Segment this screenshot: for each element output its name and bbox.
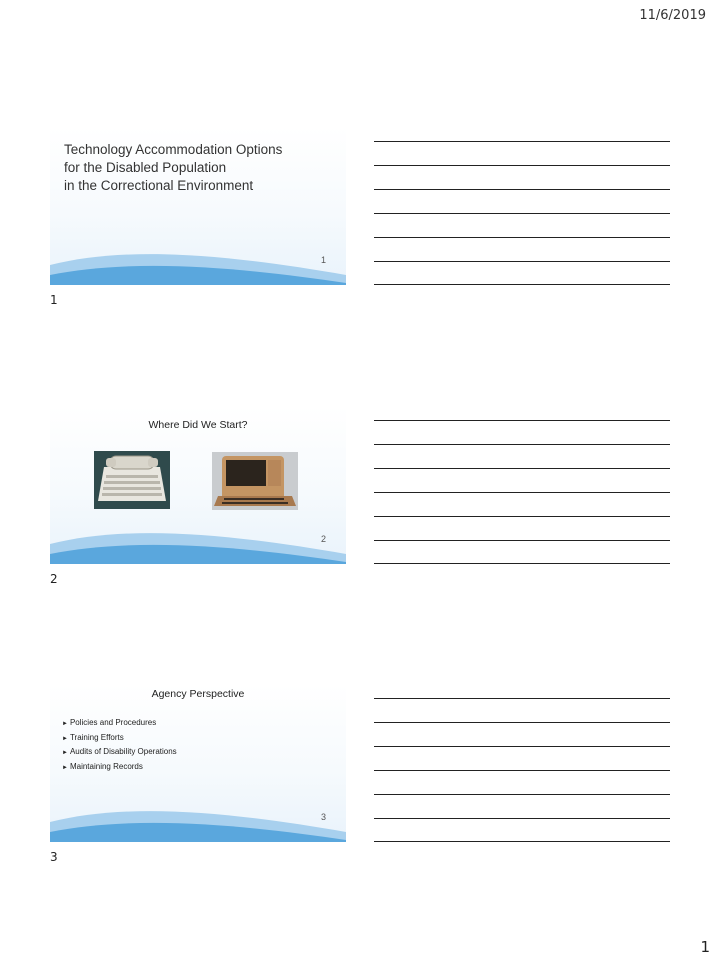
bullet-item <box>62 731 177 746</box>
page-header-date: 11/6/2019 <box>639 8 706 23</box>
bullet-text: Policies and Procedures <box>69 718 157 727</box>
slide-title-line: for the Disabled Population <box>64 160 227 175</box>
note-line <box>374 770 670 771</box>
slide-title-line: Technology Accommodation Options <box>64 142 283 157</box>
note-line <box>374 189 670 190</box>
bullet-arrow-icon: ► <box>62 750 68 756</box>
note-line <box>374 540 670 541</box>
bullet-arrow-icon: ► <box>62 721 68 727</box>
slide-label: 3 <box>50 850 58 864</box>
slide-thumbnail-1 <box>50 127 346 285</box>
slide-title: Agency Perspective <box>151 688 245 700</box>
note-line <box>374 722 670 723</box>
note-line <box>374 261 670 262</box>
bullet-item <box>62 716 177 731</box>
bullet-item <box>62 745 177 760</box>
note-line <box>374 237 670 238</box>
slide-wave-decoration <box>50 504 346 564</box>
note-line <box>374 841 670 842</box>
bullet-item <box>62 760 177 775</box>
slide-title: Where Did We Start? <box>148 419 248 431</box>
note-line <box>374 746 670 747</box>
note-line <box>374 698 670 699</box>
bullet-text: Audits of Disability Operations <box>69 747 177 756</box>
bullet-list <box>62 716 177 774</box>
bullet-arrow-icon: ► <box>62 764 68 771</box>
slide-title <box>64 141 282 195</box>
note-line <box>374 141 670 142</box>
slide-number: 2 <box>320 534 326 544</box>
slide-number: 1 <box>320 255 326 265</box>
tty-telephone-image <box>94 451 170 509</box>
bullet-arrow-icon: ► <box>62 735 68 742</box>
note-line <box>374 818 670 819</box>
slide-label: 1 <box>50 293 58 307</box>
slide-thumbnail-2 <box>50 406 346 564</box>
note-line <box>374 420 670 421</box>
slide-label: 2 <box>50 572 58 586</box>
note-line <box>374 284 670 285</box>
slide-wave-decoration <box>50 225 346 285</box>
note-line <box>374 516 670 517</box>
slide-title-line: in the Correctional Environment <box>64 178 254 193</box>
bullet-text: Maintaining Records <box>69 761 143 771</box>
note-line <box>374 794 670 795</box>
note-line <box>374 213 670 214</box>
note-line <box>374 444 670 445</box>
bullet-text: Training Efforts <box>69 732 124 742</box>
slide-thumbnail-3 <box>50 684 346 842</box>
note-line <box>374 165 670 166</box>
note-line <box>374 468 670 469</box>
note-line <box>374 563 670 564</box>
page-number: 1 <box>700 938 710 956</box>
note-line <box>374 492 670 493</box>
slide-wave-decoration <box>50 782 346 842</box>
computer-terminal-image <box>212 452 298 510</box>
slide-number: 3 <box>320 812 326 822</box>
